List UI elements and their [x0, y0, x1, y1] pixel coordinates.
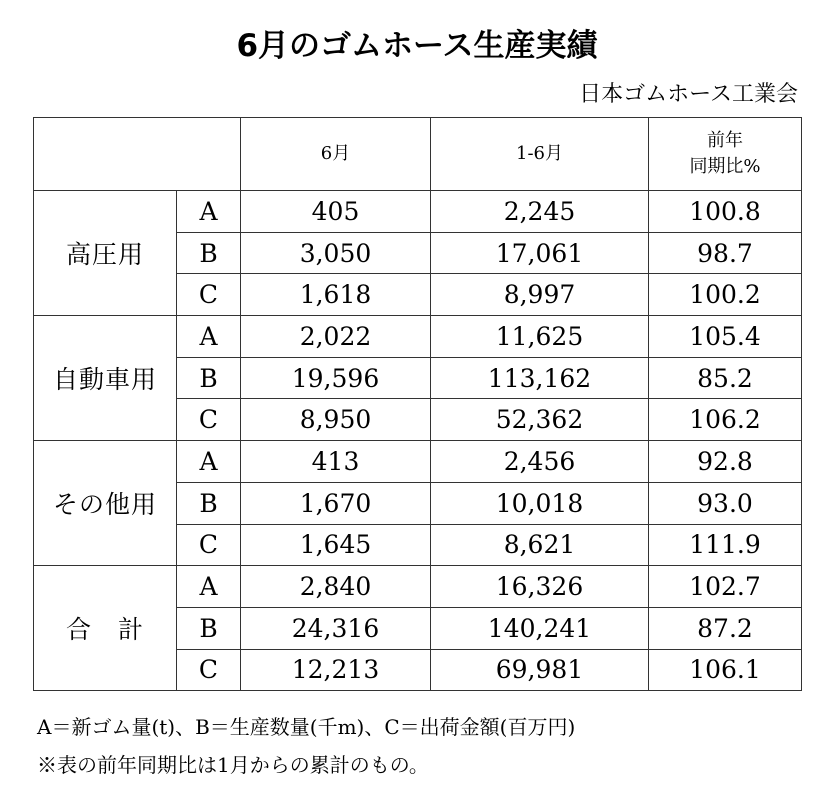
table-row: [34, 566, 802, 608]
table-row: [34, 441, 802, 483]
table-row: [34, 191, 802, 233]
cell-ytd: 16,326: [431, 566, 649, 608]
cell-yoy: 93.0: [649, 482, 802, 524]
cell-yoy: 85.2: [649, 357, 802, 399]
cell-ytd: 140,241: [431, 607, 649, 649]
row-code: A: [177, 191, 241, 233]
page-title: 6月のゴムホース生産実績: [236, 28, 598, 64]
row-code: C: [177, 524, 241, 566]
notes: [37, 708, 575, 784]
header-yoy-line2: 同期比%: [689, 156, 761, 177]
cell-yoy: 106.2: [649, 399, 802, 441]
legend-note: A＝新ゴム量(t)、B＝生産数量(千m)、C＝出荷金額(百万円): [37, 715, 576, 739]
cell-ytd: 69,981: [431, 649, 649, 691]
cell-yoy: 100.2: [649, 274, 802, 316]
production-table: [33, 117, 802, 691]
cell-yoy: 92.8: [649, 441, 802, 483]
cell-month: 1,670: [241, 482, 431, 524]
cell-ytd: 2,456: [431, 441, 649, 483]
cell-month: 1,645: [241, 524, 431, 566]
cell-yoy: 98.7: [649, 232, 802, 274]
row-code: B: [177, 232, 241, 274]
cell-yoy: 87.2: [649, 607, 802, 649]
cell-month: 12,213: [241, 649, 431, 691]
cell-ytd: 52,362: [431, 399, 649, 441]
header-ytd: 1-6月: [431, 118, 649, 191]
cell-ytd: 10,018: [431, 482, 649, 524]
cell-yoy: 111.9: [649, 524, 802, 566]
cell-month: 1,618: [241, 274, 431, 316]
row-code: A: [177, 441, 241, 483]
cell-month: 8,950: [241, 399, 431, 441]
group-label: 合 計: [34, 566, 177, 691]
header-corner-cell: [34, 118, 241, 191]
table-header-row: [34, 118, 802, 191]
header-yoy: [649, 118, 802, 191]
group-label: その他用: [34, 441, 177, 566]
cell-month: 19,596: [241, 357, 431, 399]
cell-yoy: 105.4: [649, 316, 802, 358]
cell-month: 24,316: [241, 607, 431, 649]
group-label: 高圧用: [34, 191, 177, 316]
header-yoy-line1: 前年: [707, 130, 743, 151]
cell-ytd: 2,245: [431, 191, 649, 233]
row-code: A: [177, 316, 241, 358]
cell-yoy: 102.7: [649, 566, 802, 608]
row-code: B: [177, 482, 241, 524]
header-month: 6月: [241, 118, 431, 191]
cell-month: 2,022: [241, 316, 431, 358]
cell-month: 3,050: [241, 232, 431, 274]
cell-ytd: 11,625: [431, 316, 649, 358]
cell-ytd: 8,997: [431, 274, 649, 316]
cell-ytd: 8,621: [431, 524, 649, 566]
group-label: 自動車用: [34, 316, 177, 441]
cell-ytd: 17,061: [431, 232, 649, 274]
organization-name: 日本ゴムホース工業会: [579, 82, 798, 107]
row-code: C: [177, 274, 241, 316]
cell-yoy: 100.8: [649, 191, 802, 233]
row-code: C: [177, 649, 241, 691]
footnote: ※表の前年同期比は1月からの累計のもの。: [37, 753, 429, 777]
cell-month: 405: [241, 191, 431, 233]
table-row: [34, 316, 802, 358]
cell-ytd: 113,162: [431, 357, 649, 399]
cell-month: 413: [241, 441, 431, 483]
row-code: B: [177, 357, 241, 399]
cell-yoy: 106.1: [649, 649, 802, 691]
row-code: A: [177, 566, 241, 608]
row-code: C: [177, 399, 241, 441]
cell-month: 2,840: [241, 566, 431, 608]
row-code: B: [177, 607, 241, 649]
